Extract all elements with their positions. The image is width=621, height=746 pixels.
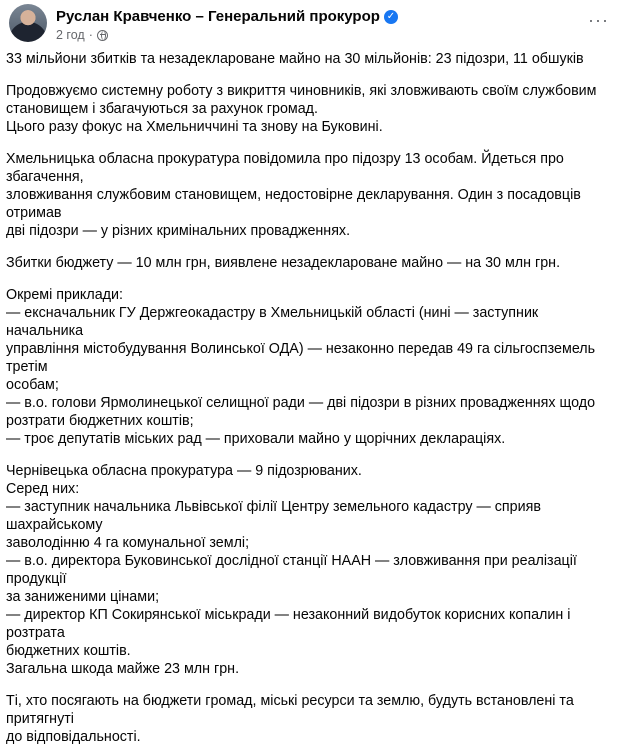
post-text-line: зловживання службовим становищем, недостовірне декларування. Один з посадовців отримав [6, 187, 585, 221]
post-meta [56, 28, 108, 42]
post-text-line: — в.о. директора Буковинської дослідної станції НААН — зловживання при реалізації продукції [6, 553, 581, 587]
paragraph-gap [6, 272, 612, 286]
post-text-line: розтрати бюджетних коштів; [6, 413, 194, 429]
paragraph-gap [6, 448, 612, 462]
post-text-line: — в.о. голови Ярмолинецької селищної ради — дві підозри в різних провадженнях щодо [6, 395, 596, 411]
post-paragraph [6, 50, 612, 68]
post-text-line: Загальна шкода майже 23 млн грн. [6, 661, 240, 677]
paragraph-gap [6, 678, 612, 692]
author-avatar[interactable] [9, 4, 47, 42]
post-text [6, 50, 612, 746]
paragraph-gap [6, 240, 612, 254]
post-text-line: Збитки бюджету — 10 млн грн, виявлене незадеклароване майно — на 30 млн грн. [6, 255, 561, 271]
post-text-line: Ті, хто посягають на бюджети громад, міські ресурси та землю, будуть встановлені та притягнуті [6, 693, 578, 727]
post-paragraph [6, 462, 612, 678]
post-text-line: Окремі приклади: [6, 287, 123, 303]
post-text-line: до відповідальності. [6, 729, 141, 745]
author-name-row [56, 8, 398, 25]
post-text-line: 33 мільйони збитків та незадекларoване майно на 30 мільйонів: 23 підозри, 11 обшуків [6, 51, 584, 67]
post-text-line: Продовжуємо системну роботу з викриття чиновників, які зловживають своїм службовим [6, 83, 597, 99]
post-paragraph [6, 150, 612, 240]
post-text-line: Хмельницька обласна прокуратура повідомила про підозру 13 особам. Йдеться про збагачення, [6, 151, 568, 185]
paragraph-gap [6, 68, 612, 82]
post-text-line: — директор КП Сокирянської міськради — незаконний видобуток корисних копалин і розтрата [6, 607, 575, 641]
paragraph-gap [6, 136, 612, 150]
post-timestamp[interactable]: 2 год [56, 28, 85, 42]
post-text-line: становищем і збагачуються за рахунок громад. [6, 101, 318, 117]
verified-badge-icon: ✓ [384, 10, 398, 24]
post-header [0, 0, 621, 48]
post-text-line: особам; [6, 377, 59, 393]
post-text-line: заволодінню 4 га комунальної землі; [6, 535, 250, 551]
post-text-line: — заступник начальника Львівської філії Центру земельного кадастру — сприяв шахрайському [6, 499, 545, 533]
post-paragraph [6, 286, 612, 448]
post-text-line: Серед них: [6, 481, 80, 497]
post-text-line: — троє депутатів міських рад — приховали майно у щорічних деклараціях. [6, 431, 506, 447]
post-text-line: бюджетних коштів. [6, 643, 131, 659]
post-text-line: Чернівецька обласна прокуратура — 9 підозрюваних. [6, 463, 362, 479]
post-text-line: — екснaчальник ГУ Держгеокадастру в Хмельницькій області (нині — заступник начальника [6, 305, 543, 339]
author-name[interactable]: Руслан Кравченко – Генеральний прокурор [56, 8, 380, 25]
post-text-line: за заниженими цінами; [6, 589, 160, 605]
post-paragraph [6, 254, 612, 272]
post-text-line: управління містобудування Волинської ОДА) — незаконно передав 49 га сільгоспземель третім [6, 341, 600, 375]
post-paragraph [6, 692, 612, 746]
meta-separator: · [88, 28, 93, 42]
post-text-line: дві підозри — у різних кримінальних провадженнях. [6, 223, 351, 239]
more-options-button[interactable]: ··· [588, 10, 609, 30]
post-text-line: Цього разу фокус на Хмельниччині та знову на Буковині. [6, 119, 383, 135]
post-paragraph [6, 82, 612, 136]
globe-icon[interactable] [97, 30, 108, 41]
